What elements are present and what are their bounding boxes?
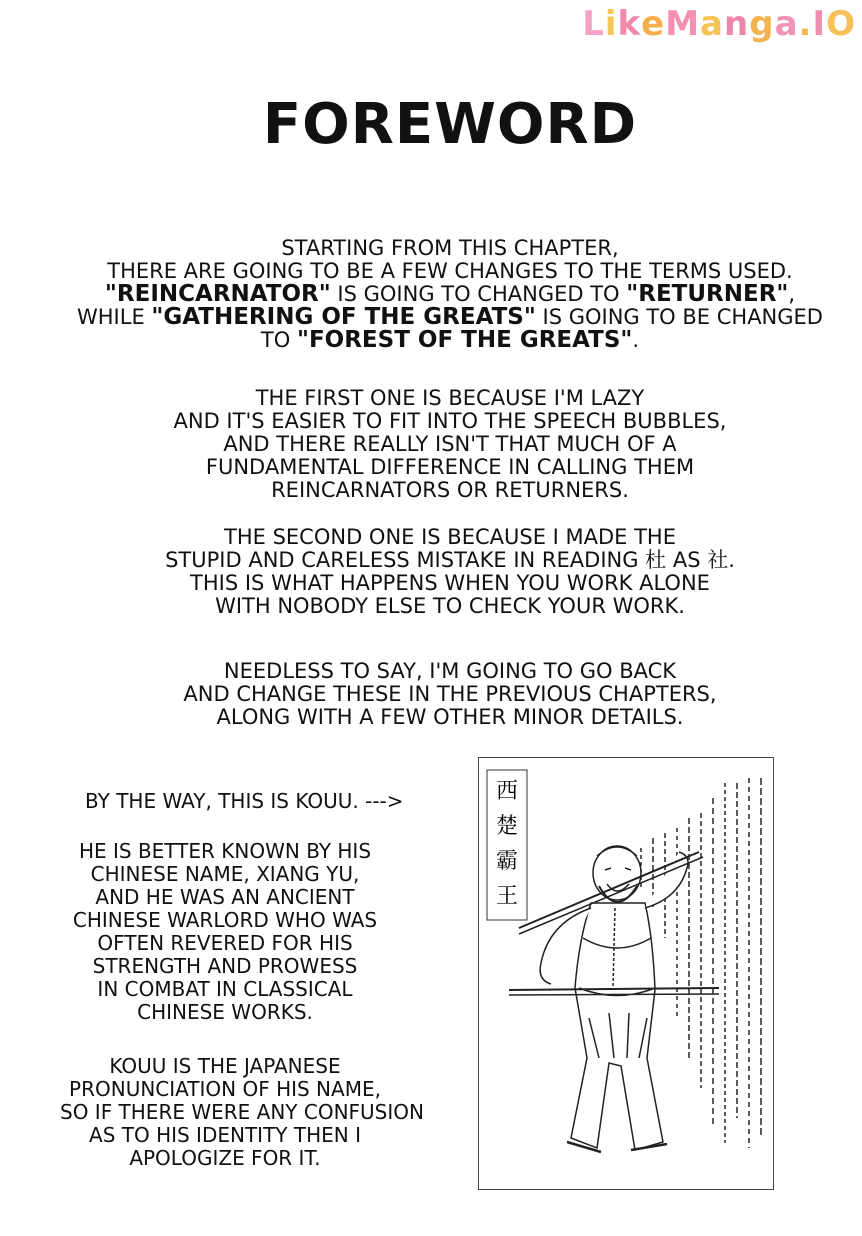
watermark-letter: . bbox=[798, 4, 813, 44]
paragraph-line: WITH NOBODY ELSE TO CHECK YOUR WORK. bbox=[215, 594, 685, 618]
watermark-letter: n bbox=[724, 4, 750, 44]
watermark-letter: a bbox=[700, 4, 724, 44]
classical-text-columns bbox=[641, 778, 761, 1148]
paragraph-line: THE FIRST ONE IS BECAUSE I'M LAZY bbox=[255, 386, 645, 410]
paragraph-line: ALONG WITH A FEW OTHER MINOR DETAILS. bbox=[216, 705, 684, 729]
bio-line: CHINESE NAME, XIANG YU, bbox=[90, 862, 360, 886]
intro-text: TO bbox=[260, 328, 297, 352]
paragraph-line: AND IT'S EASIER TO FIT INTO THE SPEECH BUBBLES, bbox=[173, 409, 727, 433]
intro-line bbox=[0, 329, 862, 352]
intro-line bbox=[0, 306, 862, 329]
note-line: AS TO HIS IDENTITY THEN I bbox=[89, 1123, 361, 1147]
paragraph-line: NEEDLESS TO SAY, I'M GOING TO GO BACK bbox=[223, 659, 677, 683]
bio-paragraph bbox=[60, 840, 390, 1024]
paragraph-line: THIS IS WHAT HAPPENS WHEN YOU WORK ALONE bbox=[190, 571, 710, 595]
paragraph-line: REINCARNATORS OR RETURNERS. bbox=[271, 478, 629, 502]
term-old: "GATHERING OF THE GREATS" bbox=[151, 304, 536, 330]
page-title: FOREWORD bbox=[262, 92, 638, 157]
bio-line: CHINESE WORKS. bbox=[137, 1000, 313, 1024]
bio-line: HE IS BETTER KNOWN BY HIS bbox=[78, 839, 372, 863]
note-line: KOUU IS THE JAPANESE bbox=[109, 1054, 341, 1078]
watermark-letter: M bbox=[665, 4, 701, 44]
intro-text: , bbox=[788, 282, 796, 306]
paragraph-line: STUPID AND CARELESS MISTAKE IN READING 杜 AS 社. bbox=[165, 548, 735, 572]
watermark-letter: g bbox=[749, 4, 775, 44]
watermark-letter: L bbox=[582, 4, 605, 44]
caption-char: 王 bbox=[495, 884, 519, 909]
term-new: "RETURNER" bbox=[626, 281, 789, 307]
portrait-illustration bbox=[479, 758, 773, 1189]
by-the-way-text: BY THE WAY, THIS IS KOUU. ---> bbox=[85, 789, 404, 813]
intro-paragraph bbox=[0, 237, 862, 352]
term-new: "FOREST OF THE GREATS" bbox=[296, 327, 633, 353]
by-the-way-line bbox=[85, 790, 445, 813]
bio-line: AND HE WAS AN ANCIENT bbox=[95, 885, 355, 909]
note-line: APOLOGIZE FOR IT. bbox=[129, 1146, 321, 1170]
intro-text: WHILE bbox=[77, 305, 152, 329]
watermark-letter: e bbox=[641, 4, 666, 44]
caption-char: 楚 bbox=[495, 814, 519, 839]
bio-line: IN COMBAT IN CLASSICAL bbox=[97, 977, 353, 1001]
pronunciation-note bbox=[60, 1054, 424, 1170]
paragraph-line: FUNDAMENTAL DIFFERENCE IN CALLING THEM bbox=[205, 455, 695, 479]
intro-text: IS GOING TO CHANGED TO bbox=[330, 282, 627, 306]
note-line: SO IF THERE WERE ANY CONFUSION bbox=[60, 1100, 424, 1124]
intro-text: IS GOING TO BE CHANGED bbox=[535, 305, 823, 329]
caption-char: 西 bbox=[495, 779, 519, 804]
note-line: PRONUNCIATION OF HIS NAME, bbox=[69, 1077, 381, 1101]
watermark-letter: O bbox=[826, 4, 856, 44]
watermark-letter: k bbox=[617, 4, 642, 44]
watermark-letter: i bbox=[604, 4, 618, 44]
watermark-letter: I bbox=[812, 4, 827, 44]
closing-paragraph bbox=[0, 660, 862, 729]
bio-line: OFTEN REVERED FOR HIS bbox=[97, 931, 353, 955]
reason-one-paragraph bbox=[0, 387, 862, 502]
warrior-figure bbox=[509, 846, 719, 1152]
paragraph-line: AND CHANGE THESE IN THE PREVIOUS CHAPTERS, bbox=[183, 682, 717, 706]
paragraph-line: AND THERE REALLY ISN'T THAT MUCH OF A bbox=[223, 432, 677, 456]
paragraph-line: THE SECOND ONE IS BECAUSE I MADE THE bbox=[224, 525, 676, 549]
reason-two-paragraph bbox=[0, 526, 862, 618]
site-watermark bbox=[582, 4, 856, 44]
intro-line: STARTING FROM THIS CHAPTER, bbox=[281, 236, 619, 260]
term-old: "REINCARNATOR" bbox=[104, 281, 331, 307]
intro-text: . bbox=[632, 328, 640, 352]
xiang-yu-portrait bbox=[478, 757, 774, 1190]
bio-line: STRENGTH AND PROWESS bbox=[92, 954, 358, 978]
bio-line: CHINESE WARLORD WHO WAS bbox=[72, 908, 378, 932]
intro-line bbox=[0, 283, 862, 306]
intro-line: THERE ARE GOING TO BE A FEW CHANGES TO THE TERMS USED. bbox=[107, 259, 793, 283]
caption-char: 霸 bbox=[495, 849, 519, 874]
watermark-letter: a bbox=[774, 4, 799, 44]
